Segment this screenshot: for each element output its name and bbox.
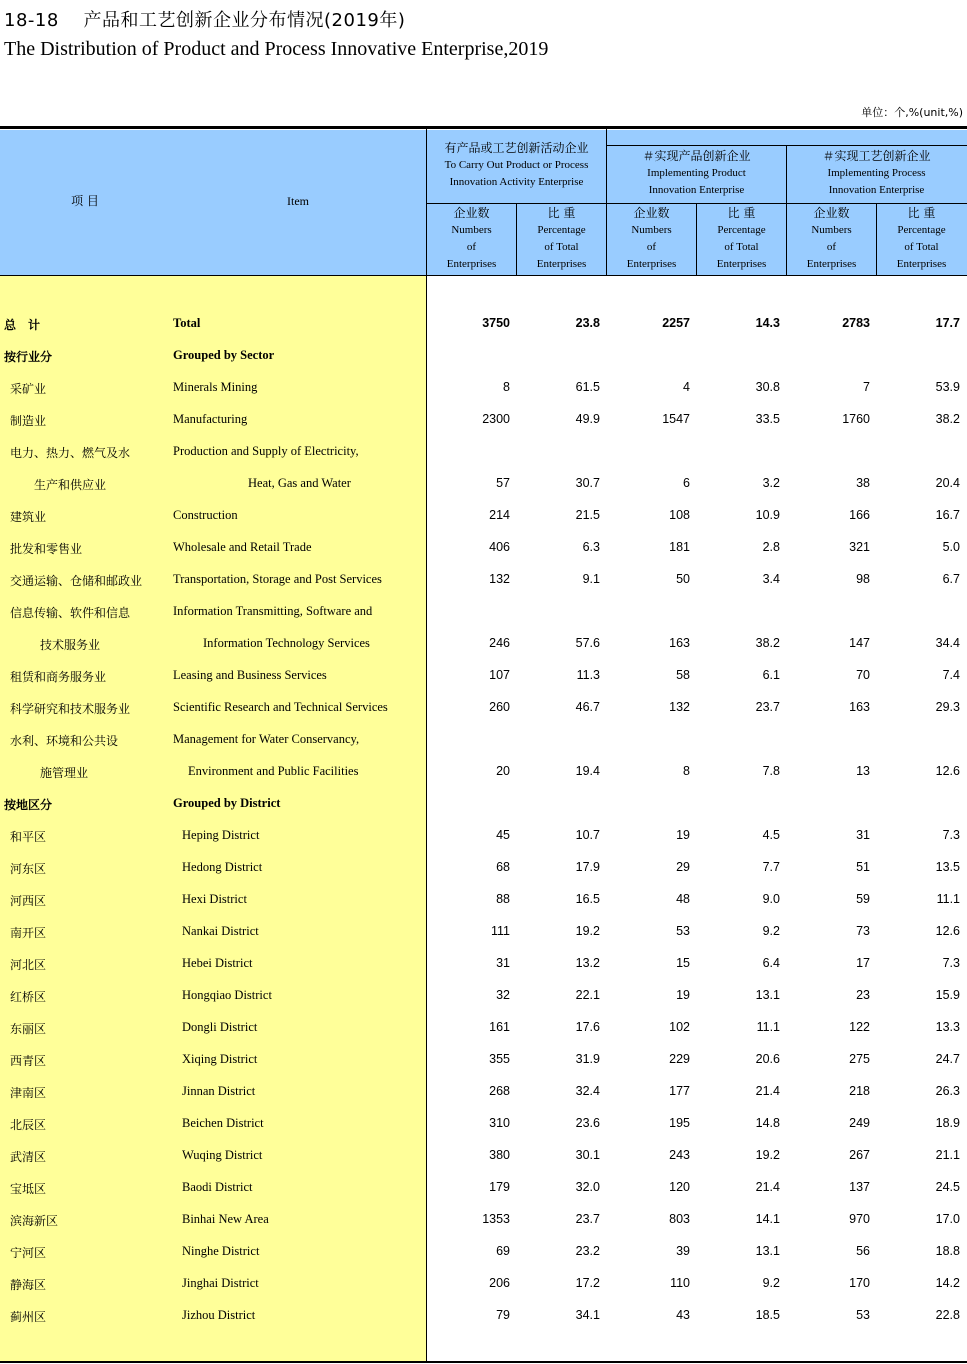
row-value: 163 <box>669 636 690 650</box>
row-label-cn: 按行业分 <box>4 350 53 364</box>
row-label-en: Binhai New Area <box>182 1212 269 1226</box>
row-value: 18.8 <box>935 1244 960 1258</box>
table-row <box>0 884 967 916</box>
row-value: 22.8 <box>935 1308 960 1322</box>
row-label-en: Nankai District <box>182 924 259 938</box>
row-value: 30.7 <box>575 476 600 490</box>
subheader-numbers: 企业数 Numbers of Enterprises <box>446 206 497 270</box>
row-label-cn: 按地区分 <box>4 798 53 812</box>
table-row <box>0 916 967 948</box>
row-label-en: Transportation, Storage and Post Services <box>173 572 382 586</box>
row-value: 4 <box>683 380 690 394</box>
row-label-cn: 河西区 <box>10 894 47 908</box>
row-value: 20.4 <box>935 476 960 490</box>
row-label-cn: 宝坻区 <box>10 1182 47 1196</box>
row-label-en: Environment and Public Facilities <box>188 764 359 778</box>
row-value: 50 <box>676 572 690 586</box>
row-value: 26.3 <box>935 1084 960 1098</box>
row-label-cn: 交通运输、仓储和邮政业 <box>10 574 143 588</box>
row-value: 4.5 <box>762 828 780 842</box>
row-value: 1547 <box>662 412 690 426</box>
row-label-cn: 河东区 <box>10 862 47 876</box>
table-row <box>0 308 967 340</box>
row-value: 260 <box>489 700 510 714</box>
row-value: 18.9 <box>935 1116 960 1130</box>
row-value: 170 <box>849 1276 870 1290</box>
row-value: 7.7 <box>762 860 780 874</box>
row-value: 13.2 <box>575 956 600 970</box>
subheader-numbers: 企业数 Numbers of Enterprises <box>626 206 677 270</box>
row-value: 70 <box>856 668 870 682</box>
row-value: 7.8 <box>762 764 780 778</box>
row-value: 3.2 <box>762 476 780 490</box>
row-value: 88 <box>496 892 510 906</box>
row-value: 19 <box>676 828 690 842</box>
row-value: 110 <box>670 1276 690 1290</box>
row-value: 51 <box>856 860 870 874</box>
row-value: 2.8 <box>762 540 780 554</box>
row-value: 17.7 <box>935 316 960 330</box>
table-row <box>0 1044 967 1076</box>
row-value: 6 <box>683 476 690 490</box>
row-value: 229 <box>669 1052 690 1066</box>
table-title-cn: 18-18 产品和工艺创新企业分布情况(2019年) <box>4 10 406 31</box>
table-row <box>0 1204 967 1236</box>
row-value: 3750 <box>482 316 510 330</box>
table-row <box>0 1172 967 1204</box>
row-label-cn: 蓟州区 <box>10 1310 47 1324</box>
row-value: 9.1 <box>582 572 600 586</box>
row-value: 18.5 <box>755 1308 780 1322</box>
header-item-en: Item <box>287 194 309 208</box>
table-row <box>0 340 967 372</box>
row-value: 13.5 <box>935 860 960 874</box>
row-value: 321 <box>849 540 870 554</box>
row-label-en: Hexi District <box>182 892 247 906</box>
row-value: 30.1 <box>575 1148 600 1162</box>
row-value: 21.1 <box>935 1148 960 1162</box>
row-value: 38 <box>856 476 870 490</box>
row-value: 11.1 <box>756 1020 780 1034</box>
row-value: 23.7 <box>575 1212 600 1226</box>
row-value: 30.8 <box>755 380 780 394</box>
row-value: 49.9 <box>575 412 600 426</box>
row-label-cn: 采矿业 <box>10 382 47 396</box>
row-label-cn: 红桥区 <box>10 990 47 1004</box>
row-value: 20.6 <box>755 1052 780 1066</box>
row-value: 39 <box>676 1244 690 1258</box>
row-label-cn: 滨海新区 <box>10 1214 59 1228</box>
row-label-cn: 生产和供应业 <box>34 478 107 492</box>
row-value: 48 <box>676 892 690 906</box>
row-value: 13.3 <box>935 1020 960 1034</box>
row-label-en: Manufacturing <box>173 412 248 426</box>
row-value: 73 <box>856 924 870 938</box>
row-label-cn: 静海区 <box>10 1278 47 1292</box>
unit-label: 单位：个,%(unit,%) <box>861 106 963 119</box>
row-value: 10.9 <box>755 508 780 522</box>
row-value: 108 <box>669 508 690 522</box>
row-value: 9.2 <box>762 1276 780 1290</box>
row-value: 53 <box>856 1308 870 1322</box>
row-value: 179 <box>489 1180 510 1194</box>
row-value: 406 <box>489 540 510 554</box>
row-label-cn: 建筑业 <box>10 510 47 524</box>
row-value: 22.1 <box>575 988 600 1002</box>
row-value: 53 <box>676 924 690 938</box>
row-value: 98 <box>856 572 870 586</box>
row-value: 803 <box>669 1212 690 1226</box>
row-value: 14.1 <box>755 1212 780 1226</box>
row-value: 7 <box>863 380 870 394</box>
row-value: 13.1 <box>755 988 780 1002</box>
row-value: 46.7 <box>575 700 600 714</box>
row-value: 161 <box>489 1020 510 1034</box>
row-label-en: Construction <box>173 508 238 522</box>
row-value: 355 <box>489 1052 510 1066</box>
row-value: 12.6 <box>935 924 960 938</box>
row-label-cn: 东丽区 <box>10 1022 47 1036</box>
row-value: 19.2 <box>575 924 600 938</box>
row-value: 6.3 <box>582 540 600 554</box>
row-value: 56 <box>856 1244 870 1258</box>
row-value: 57 <box>496 476 510 490</box>
row-value: 31 <box>496 956 510 970</box>
row-value: 13 <box>856 764 870 778</box>
row-label-en: Leasing and Business Services <box>173 668 327 682</box>
row-value: 21.5 <box>575 508 600 522</box>
row-label-cn: 水利、环境和公共设 <box>10 734 119 748</box>
row-value: 195 <box>669 1116 690 1130</box>
row-value: 2783 <box>842 316 870 330</box>
row-value: 38.2 <box>755 636 780 650</box>
row-value: 132 <box>669 700 690 714</box>
row-value: 24.7 <box>935 1052 960 1066</box>
row-label-cn: 科学研究和技术服务业 <box>10 702 131 716</box>
top-rule <box>0 126 967 129</box>
row-value: 275 <box>849 1052 870 1066</box>
row-value: 31.9 <box>575 1052 600 1066</box>
row-value: 16.7 <box>935 508 960 522</box>
row-value: 2300 <box>482 412 510 426</box>
table-row <box>0 660 967 692</box>
row-value: 7.3 <box>942 956 960 970</box>
row-value: 111 <box>490 924 510 938</box>
row-value: 246 <box>489 636 510 650</box>
table-row <box>0 1268 967 1300</box>
row-label-cn: 租赁和商务服务业 <box>10 670 107 684</box>
row-value: 31 <box>856 828 870 842</box>
row-value: 9.0 <box>762 892 780 906</box>
table-row <box>0 692 967 724</box>
row-label-en: Wuqing District <box>182 1148 263 1162</box>
table-row <box>0 1108 967 1140</box>
row-label-en: Grouped by Sector <box>173 348 275 362</box>
table-title-en: The Distribution of Product and Process Innovative Enterprise,2019 <box>4 38 549 60</box>
row-value: 120 <box>669 1180 690 1194</box>
row-label-en: Hebei District <box>182 956 253 970</box>
row-value: 38.2 <box>935 412 960 426</box>
row-value: 6.4 <box>762 956 780 970</box>
row-value: 177 <box>669 1084 690 1098</box>
row-value: 7.4 <box>942 668 960 682</box>
row-value: 32.4 <box>575 1084 600 1098</box>
row-value: 53.9 <box>935 380 960 394</box>
row-value: 32 <box>496 988 510 1002</box>
row-value: 10.7 <box>575 828 600 842</box>
row-value: 380 <box>489 1148 510 1162</box>
row-value: 6.7 <box>942 572 960 586</box>
row-label-en: Total <box>173 316 201 330</box>
row-label-cn: 北辰区 <box>10 1118 47 1132</box>
row-value: 57.6 <box>575 636 600 650</box>
row-value: 181 <box>669 540 690 554</box>
row-label-cn: 河北区 <box>10 958 47 972</box>
row-label-en: Heping District <box>182 828 260 842</box>
row-label-en: Management for Water Conservancy, <box>173 732 360 746</box>
row-value: 970 <box>849 1212 870 1226</box>
row-value: 267 <box>849 1148 870 1162</box>
row-value: 249 <box>849 1116 870 1130</box>
table-row <box>0 1236 967 1268</box>
row-label-en: Grouped by District <box>173 796 281 810</box>
row-value: 12.6 <box>935 764 960 778</box>
row-value: 19 <box>676 988 690 1002</box>
row-label-cn: 信息传输、软件和信息 <box>10 606 131 620</box>
table-row <box>0 468 967 500</box>
table-row <box>0 756 967 788</box>
row-value: 15 <box>676 956 690 970</box>
row-value: 14.2 <box>935 1276 960 1290</box>
row-value: 17.0 <box>935 1212 960 1226</box>
row-label-en: Baodi District <box>182 1180 253 1194</box>
row-value: 23.8 <box>575 316 600 330</box>
table-row <box>0 724 967 756</box>
row-label-cn: 施管理业 <box>40 766 89 780</box>
row-value: 102 <box>669 1020 690 1034</box>
row-value: 17.2 <box>575 1276 600 1290</box>
row-label-en: Production and Supply of Electricity, <box>173 444 359 458</box>
table-row <box>0 628 967 660</box>
row-value: 58 <box>676 668 690 682</box>
table-row <box>0 948 967 980</box>
row-value: 122 <box>849 1020 870 1034</box>
row-value: 29.3 <box>935 700 960 714</box>
row-value: 132 <box>489 572 510 586</box>
row-value: 7.3 <box>942 828 960 842</box>
row-value: 23 <box>856 988 870 1002</box>
row-value: 32.0 <box>575 1180 600 1194</box>
row-value: 69 <box>496 1244 510 1258</box>
subheader-percentage: 比 重 Percentage of Total Enterprises <box>716 206 767 270</box>
row-value: 34.1 <box>575 1308 600 1322</box>
table-row <box>0 788 967 820</box>
table-row <box>0 1300 967 1332</box>
row-value: 14.3 <box>755 316 780 330</box>
row-value: 218 <box>849 1084 870 1098</box>
row-value: 15.9 <box>935 988 960 1002</box>
row-value: 29 <box>676 860 690 874</box>
row-value: 79 <box>496 1308 510 1322</box>
row-label-cn: 和平区 <box>10 830 47 844</box>
bottom-rule <box>0 1361 967 1363</box>
row-value: 21.4 <box>755 1084 780 1098</box>
row-label-en: Jinnan District <box>182 1084 256 1098</box>
table-row <box>0 500 967 532</box>
row-value: 17 <box>856 956 870 970</box>
row-value: 68 <box>496 860 510 874</box>
row-value: 107 <box>489 668 510 682</box>
header-item-cn: 项 目 <box>71 194 99 208</box>
row-value: 206 <box>489 1276 510 1290</box>
row-value: 23.2 <box>575 1244 600 1258</box>
row-value: 6.1 <box>762 668 780 682</box>
row-value: 16.5 <box>575 892 600 906</box>
row-label-en: Jinghai District <box>182 1276 259 1290</box>
row-label-en: Ninghe District <box>182 1244 260 1258</box>
table-row <box>0 532 967 564</box>
row-label-cn: 技术服务业 <box>40 638 101 652</box>
table-row <box>0 1076 967 1108</box>
row-value: 1353 <box>482 1212 510 1226</box>
table-row <box>0 404 967 436</box>
row-label-cn: 电力、热力、燃气及水 <box>10 446 131 460</box>
table-row <box>0 980 967 1012</box>
row-label-en: Jizhou District <box>182 1308 256 1322</box>
header-group-2: ＃实现产品创新企业 Implementing Product Innovation Enterprise <box>642 149 751 196</box>
row-label-cn: 津南区 <box>10 1086 47 1100</box>
row-value: 11.1 <box>936 892 960 906</box>
row-value: 61.5 <box>575 380 600 394</box>
row-value: 19.4 <box>575 764 600 778</box>
row-label-cn: 制造业 <box>10 414 47 428</box>
row-label-en: Hedong District <box>182 860 263 874</box>
row-label-cn: 总 计 <box>4 318 41 332</box>
header-bottom-rule <box>0 275 967 276</box>
row-value: 147 <box>849 636 870 650</box>
row-value: 43 <box>676 1308 690 1322</box>
row-label-en: Hongqiao District <box>182 988 272 1002</box>
table-row <box>0 1140 967 1172</box>
row-label-en: Scientific Research and Technical Services <box>173 700 388 714</box>
table-row <box>0 372 967 404</box>
row-value: 17.9 <box>575 860 600 874</box>
row-value: 14.8 <box>755 1116 780 1130</box>
row-label-en: Heat, Gas and Water <box>248 476 351 490</box>
header-group-3: ＃实现工艺创新企业 Implementing Process Innovation Enterprise <box>822 149 931 196</box>
table-row <box>0 564 967 596</box>
row-value: 137 <box>849 1180 870 1194</box>
row-label-cn: 批发和零售业 <box>10 542 83 556</box>
row-value: 9.2 <box>762 924 780 938</box>
header-group-1: 有产品或工艺创新活动企业 To Carry Out Product or Process Innovation Activity Enterprise <box>444 141 589 188</box>
row-label-en: Dongli District <box>182 1020 258 1034</box>
row-value: 310 <box>489 1116 510 1130</box>
table-row <box>0 820 967 852</box>
row-value: 243 <box>669 1148 690 1162</box>
row-value: 163 <box>849 700 870 714</box>
row-value: 33.5 <box>755 412 780 426</box>
table-row <box>0 1012 967 1044</box>
row-label-cn: 南开区 <box>10 926 47 940</box>
row-label-en: Information Transmitting, Software and <box>173 604 373 618</box>
row-value: 24.5 <box>935 1180 960 1194</box>
subheader-percentage: 比 重 Percentage of Total Enterprises <box>896 206 947 270</box>
row-label-cn: 宁河区 <box>10 1246 47 1260</box>
row-value: 166 <box>849 508 870 522</box>
row-value: 17.6 <box>575 1020 600 1034</box>
row-value: 8 <box>503 380 510 394</box>
row-label-en: Xiqing District <box>182 1052 258 1066</box>
row-value: 20 <box>496 764 510 778</box>
row-value: 21.4 <box>755 1180 780 1194</box>
row-value: 2257 <box>662 316 690 330</box>
row-value: 45 <box>496 828 510 842</box>
row-value: 34.4 <box>935 636 960 650</box>
row-value: 8 <box>683 764 690 778</box>
table-row <box>0 436 967 468</box>
row-value: 59 <box>856 892 870 906</box>
row-value: 3.4 <box>762 572 780 586</box>
row-value: 23.7 <box>755 700 780 714</box>
row-label-cn: 武清区 <box>10 1150 47 1164</box>
table-row <box>0 852 967 884</box>
row-label-en: Beichen District <box>182 1116 264 1130</box>
row-value: 5.0 <box>942 540 960 554</box>
table-row <box>0 596 967 628</box>
row-value: 268 <box>489 1084 510 1098</box>
row-label-en: Minerals Mining <box>173 380 258 394</box>
row-label-en: Information Technology Services <box>203 636 370 650</box>
row-value: 13.1 <box>755 1244 780 1258</box>
row-value: 11.3 <box>576 668 600 682</box>
row-value: 1760 <box>842 412 870 426</box>
row-value: 19.2 <box>755 1148 780 1162</box>
subheader-percentage: 比 重 Percentage of Total Enterprises <box>536 206 587 270</box>
subheader-numbers: 企业数 Numbers of Enterprises <box>806 206 857 270</box>
row-value: 214 <box>489 508 510 522</box>
row-value: 23.6 <box>575 1116 600 1130</box>
row-label-cn: 西青区 <box>10 1054 47 1068</box>
row-label-en: Wholesale and Retail Trade <box>173 540 312 554</box>
